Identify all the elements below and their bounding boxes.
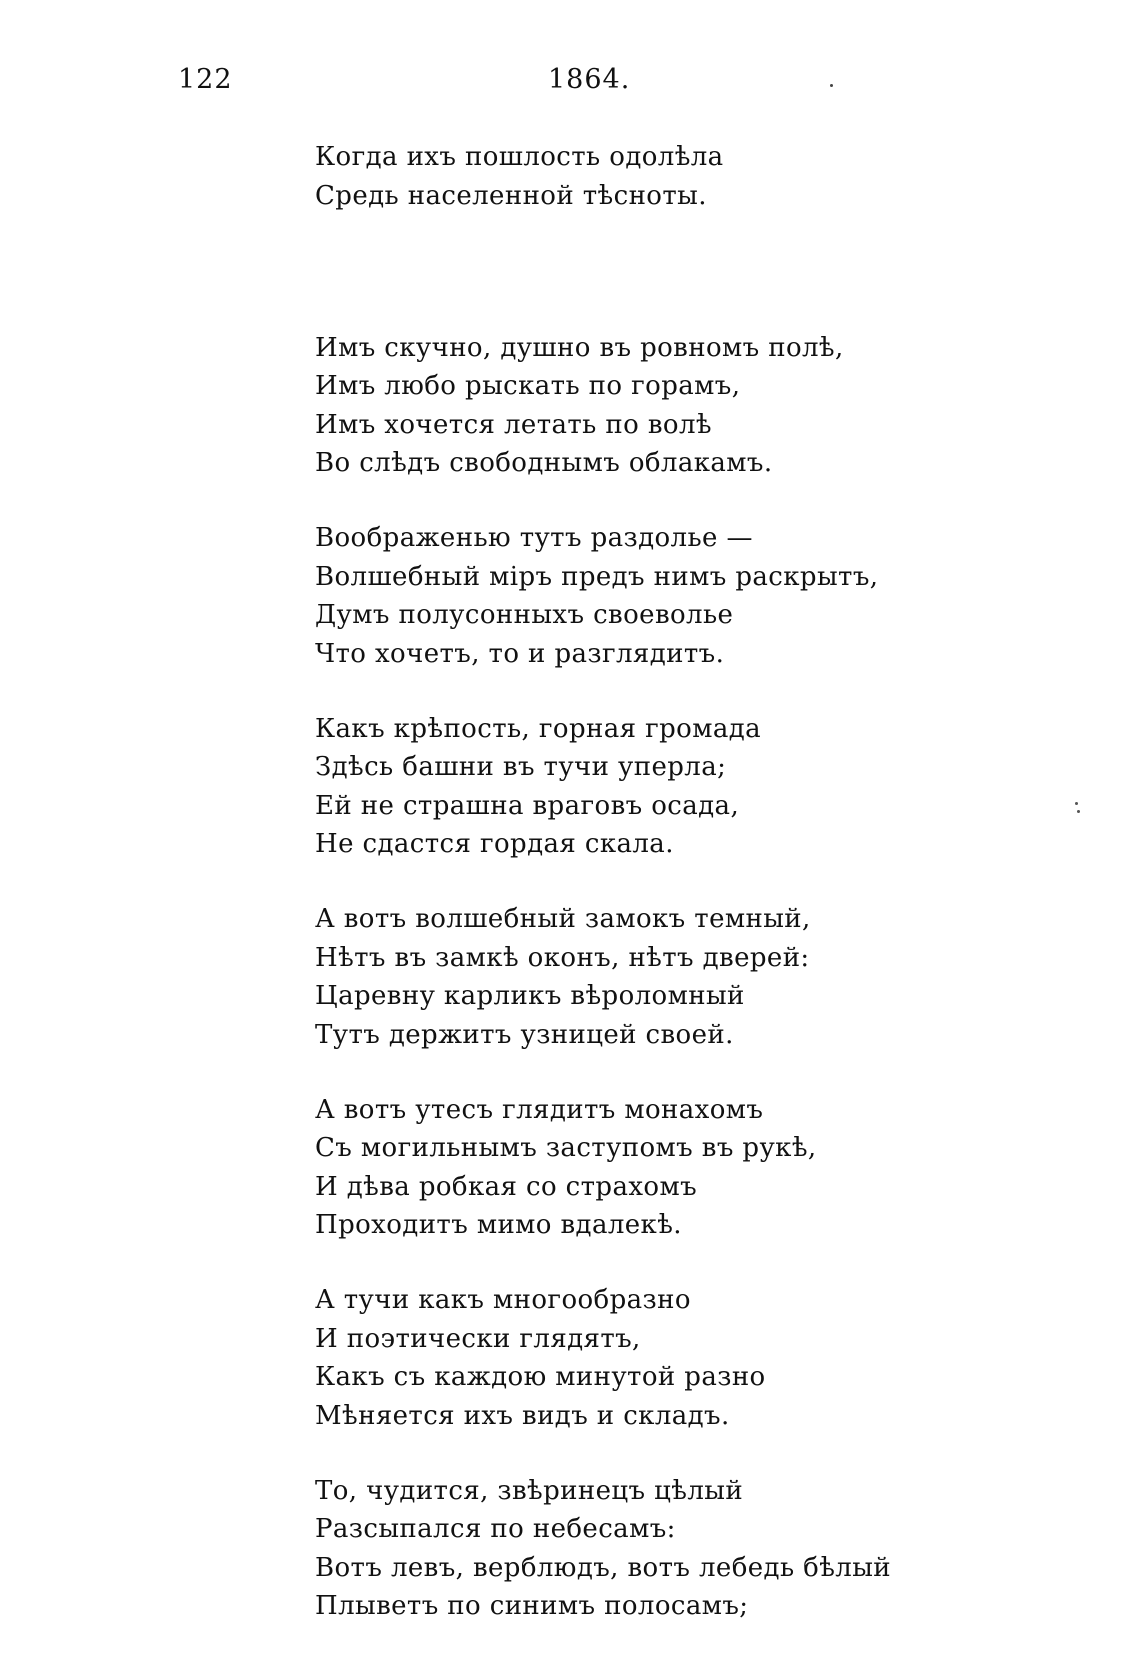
poem-line: Вотъ левъ, верблюдъ, вотъ лебедь бѣлый bbox=[315, 1549, 1035, 1588]
poem-line: Думъ полусонныхъ своеволье bbox=[315, 596, 1035, 635]
poem-line: Проходитъ мимо вдалекѣ. bbox=[315, 1206, 1035, 1245]
poem-line: Имъ хочется летать по волѣ bbox=[315, 406, 1035, 445]
stanza bbox=[315, 710, 1035, 901]
running-title-year: 1864. bbox=[548, 64, 630, 95]
stanza bbox=[315, 1472, 1035, 1662]
poem-line: Волшебный міръ предъ нимъ раскрытъ, bbox=[315, 558, 1035, 597]
page-number: 122 bbox=[178, 64, 233, 95]
poem-line: И поэтически глядятъ, bbox=[315, 1320, 1035, 1359]
poem-line: Какъ съ каждою минутой разно bbox=[315, 1358, 1035, 1397]
margin-mark bbox=[1075, 802, 1078, 805]
poem-line: Мѣняется ихъ видъ и складъ. bbox=[315, 1397, 1035, 1436]
running-header bbox=[0, 64, 1140, 108]
poem-line: Имъ скучно, душно въ ровномъ полѣ, bbox=[315, 329, 1035, 368]
poem-line: То, чудится, звѣринецъ цѣлый bbox=[315, 1472, 1035, 1511]
poem-line: Средь населенной тѣсноты. bbox=[315, 177, 1035, 216]
poem-line: Имъ любо рыскать по горамъ, bbox=[315, 367, 1035, 406]
poem-line: Съ могильнымъ заступомъ въ рукѣ, bbox=[315, 1129, 1035, 1168]
poem-line: А вотъ утесъ глядитъ монахомъ bbox=[315, 1091, 1035, 1130]
poem-line: Когда ихъ пошлость одолѣла bbox=[315, 138, 1035, 177]
poem-line: Разсыпался по небесамъ: bbox=[315, 1510, 1035, 1549]
stanza bbox=[315, 1091, 1035, 1282]
poem-line: Воображенью тутъ раздолье — bbox=[315, 519, 1035, 558]
poem-line: Здѣсь башни въ тучи уперла; bbox=[315, 748, 1035, 787]
poem-line: И дѣва робкая со страхомъ bbox=[315, 1168, 1035, 1207]
poem-line: Какъ крѣпость, горная громада bbox=[315, 710, 1035, 749]
poem-body bbox=[315, 138, 1035, 1662]
stanza bbox=[315, 519, 1035, 710]
stanza bbox=[315, 900, 1035, 1091]
stanza bbox=[315, 329, 1035, 520]
print-speck bbox=[830, 84, 833, 87]
poem-line: Во слѣдъ свободнымъ облакамъ. bbox=[315, 444, 1035, 483]
poem-line: Что хочетъ, то и разглядитъ. bbox=[315, 635, 1035, 674]
poem-line: Ей не страшна враговъ осада, bbox=[315, 787, 1035, 826]
poem-line: А вотъ волшебный замокъ темный, bbox=[315, 900, 1035, 939]
poem-line: Плыветъ по синимъ полосамъ; bbox=[315, 1587, 1035, 1626]
poem-line: Тутъ держитъ узницей своей. bbox=[315, 1016, 1035, 1055]
stanza bbox=[315, 1281, 1035, 1472]
poem-line: Не сдастся гордая скала. bbox=[315, 825, 1035, 864]
stanza bbox=[315, 138, 1035, 329]
poem-line: А тучи какъ многообразно bbox=[315, 1281, 1035, 1320]
poem-line: Царевну карликъ вѣроломный bbox=[315, 977, 1035, 1016]
poem-line: Нѣтъ въ замкѣ оконъ, нѣтъ дверей: bbox=[315, 939, 1035, 978]
